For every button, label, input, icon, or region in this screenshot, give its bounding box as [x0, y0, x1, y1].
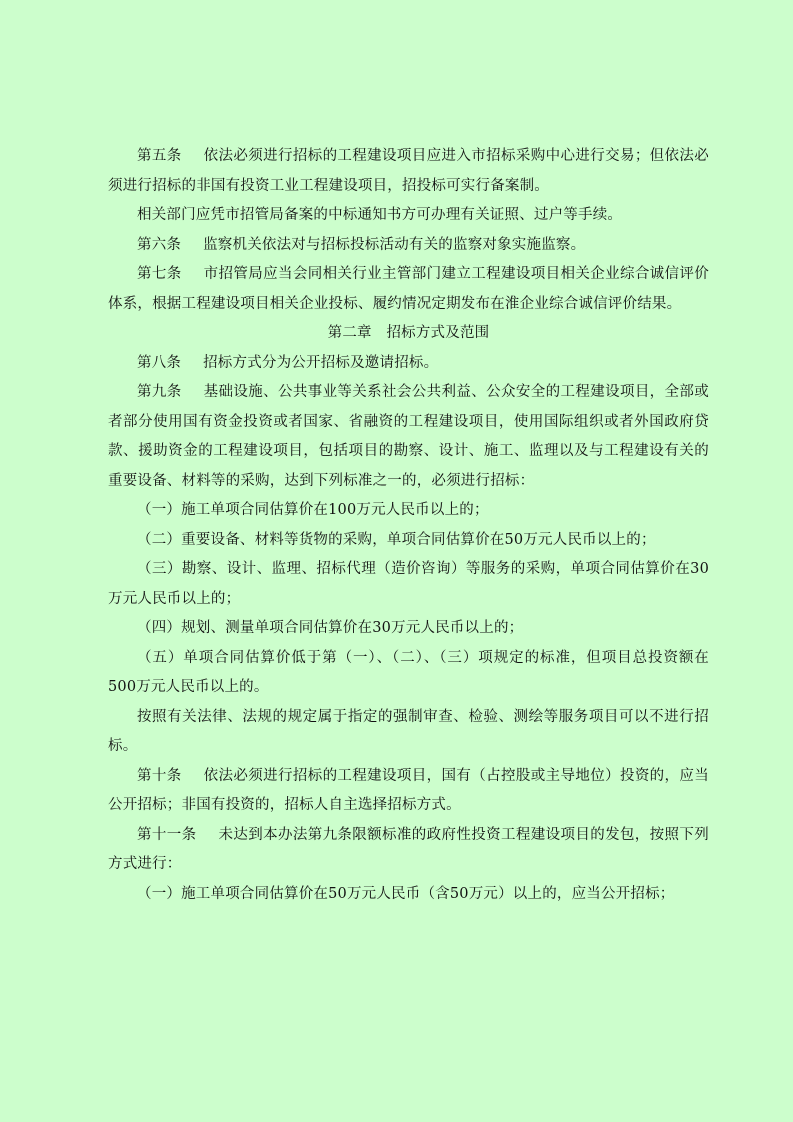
paragraph-text: （一）施工单项合同估算价在100万元人民币以上的； — [137, 502, 489, 518]
paragraph-text: 市招管局应当会同相关行业主管部门建立工程建设项目相关企业综合诚信评价体系，根据工程建设项目相关企业投标、履约情况定期发布在淮企业综合诚信评价结果。 — [108, 266, 709, 312]
regulation-section-1 — [108, 142, 709, 319]
paragraph — [108, 378, 709, 496]
paragraph-text: 按照有关法律、法规的规定属于指定的强制审查、检验、测绘等服务项目可以不进行招标。 — [108, 708, 709, 754]
paragraph — [108, 526, 709, 556]
paragraph — [108, 703, 709, 762]
paragraph — [108, 555, 709, 614]
paragraph — [108, 644, 709, 703]
article-number: 第八条 — [137, 354, 182, 371]
paragraph — [108, 142, 709, 201]
paragraph-text: （二）重要设备、材料等货物的采购，单项合同估算价在50万元人民币以上的； — [137, 531, 656, 548]
paragraph — [108, 349, 709, 379]
article-number: 第五条 — [137, 148, 182, 164]
paragraph — [108, 496, 709, 526]
paragraph-text: 基础设施、公共事业等关系社会公共利益、公众安全的工程建设项目，全部或者部分使用国有资金投资或者国家、省融资的工程建设项目，使用国际组织或者外国政府贷款、援助资金的工程建设项目，包括项目的勘察、设计、施工、监理以及与工程建设有关的重要设备、材料等的采购，达到下列标准之一的，必须进行招标： — [108, 384, 709, 489]
paragraph-text: 依法必须进行招标的工程建设项目，国有（占控股或主导地位）投资的，应当公开招标；非国有投资的，招标人自主选择招标方式。 — [108, 767, 709, 813]
paragraph-text: （五）单项合同估算价低于第（一）、（二）、（三）项规定的标准，但项目总投资额在500万元人民币以上的。 — [108, 649, 709, 695]
paragraph — [108, 821, 709, 880]
paragraph — [108, 201, 709, 231]
paragraph — [108, 762, 709, 821]
paragraph-text: 相关部门应凭市招管局备案的中标通知书方可办理有关证照、过户等手续。 — [137, 207, 623, 223]
chapter-heading: 第二章 招标方式及范围 — [327, 325, 490, 341]
article-number: 第九条 — [137, 384, 182, 400]
paragraph-text: 依法必须进行招标的工程建设项目应进入市招标采购中心进行交易；但依法必须进行招标的非国有投资工业工程建设项目，招投标可实行备案制。 — [108, 148, 709, 194]
paragraph-text: （四）规划、测量单项合同估算价在30万元人民币以上的； — [137, 620, 524, 636]
article-number: 第十一条 — [137, 826, 197, 843]
paragraph — [108, 614, 709, 644]
paragraph-text: （一）施工单项合同估算价在50万元人民币（含50万元）以上的，应当公开招标； — [137, 885, 675, 902]
paragraph — [108, 231, 709, 261]
paragraph — [108, 880, 709, 910]
article-number: 第十条 — [137, 767, 182, 784]
regulation-section-2 — [108, 349, 709, 910]
paragraph-text: 招标方式分为公开招标及邀请招标。 — [203, 354, 439, 371]
paragraph-text: （三）勘察、设计、监理、招标代理（造价咨询）等服务的采购，单项合同估算价在30万元人民币以上的； — [108, 561, 709, 607]
article-number: 第六条 — [137, 236, 182, 253]
paragraph — [108, 260, 709, 319]
article-number: 第七条 — [137, 266, 182, 282]
paragraph-text: 监察机关依法对与招标投标活动有关的监察对象实施监察。 — [203, 236, 586, 253]
paragraph-text: 未达到本办法第九条限额标准的政府性投资工程建设项目的发包，按照下列方式进行： — [108, 826, 709, 872]
